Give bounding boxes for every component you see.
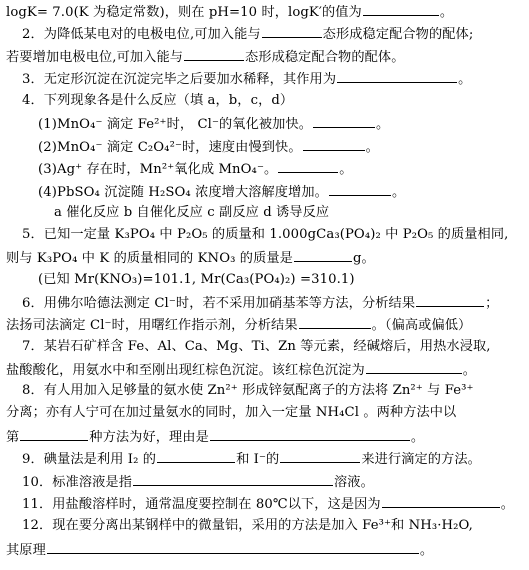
answer-blank[interactable] <box>366 360 462 374</box>
question-line <box>22 517 525 535</box>
question-line <box>6 540 525 560</box>
line-text: 。 <box>419 543 434 558</box>
question-line <box>6 2 525 22</box>
line-text: 。 <box>391 185 406 200</box>
line-text: logK= 7.0(K 为稳定常数)，则在 pH=10 时，logK′的值为 <box>6 5 362 20</box>
question-line <box>38 114 525 134</box>
line-text: 3．无定形沉淀在沉淀完毕之后要加水稀释，其作用为 <box>22 72 337 87</box>
line-text: 4．下列现象各是什么反应（填 a，b，c，d） <box>22 93 294 108</box>
answer-blank[interactable] <box>337 69 457 83</box>
line-text: 。（偏高或偏低） <box>371 318 472 333</box>
line-text: 和 I⁻的 <box>236 452 280 467</box>
line-text: 6．用佛尔哈德法测定 Cl⁻时，若不采用加硝基苯等方法，分析结果 <box>22 296 416 311</box>
question-line <box>22 382 525 400</box>
line-text: 态形成稳定配合物的配体; <box>322 27 474 42</box>
answer-blank[interactable] <box>329 182 391 196</box>
line-text: 7．某岩石矿样含 Fe、Al、Ca、Mg、Ti、Zn 等元素，经碱熔后，用热水浸取, <box>22 339 491 354</box>
question-line <box>6 427 525 447</box>
line-text: 种方法为好，理由是 <box>89 430 209 445</box>
line-text: 若要增加电极电位,可加入能与 <box>6 50 184 65</box>
answer-blank[interactable] <box>278 159 338 173</box>
line-text: 法扬司法滴定 Cl⁻时，用曙红作指示剂，分析结果 <box>6 318 298 333</box>
line-text: g。 <box>352 251 375 266</box>
answer-blank[interactable] <box>210 427 410 441</box>
line-text: (已知 Mr(KNO₃)=101.1, Mr(Ca₃(PO₄)₂) =310.1) <box>38 272 355 287</box>
answer-blank[interactable] <box>133 472 333 486</box>
answer-blank[interactable] <box>294 248 352 262</box>
line-text: 8．有人用加入足够量的氨水使 Zn²⁺ 形成锌氨配离子的方法将 Zn²⁺ 与 Fe³⁺ <box>22 383 474 398</box>
answer-blank[interactable] <box>363 2 439 16</box>
line-text: 2．为降低某电对的电极电位,可加入能与 <box>22 27 261 42</box>
question-line <box>22 24 525 44</box>
answer-blank[interactable] <box>20 427 88 441</box>
line-text: 分离；亦有人宁可在加过量氨水的同时，加入一定量 NH₄Cl 。两种方法中以 <box>6 405 457 420</box>
question-line <box>6 47 525 67</box>
answer-blank[interactable] <box>416 293 484 307</box>
answer-blank[interactable] <box>262 24 322 38</box>
line-text: a 催化反应 b 自催化反应 c 副反应 d 诱导反应 <box>54 205 330 220</box>
question-line <box>22 472 525 492</box>
answer-blank[interactable] <box>280 449 360 463</box>
question-line <box>6 404 525 422</box>
question-line <box>22 293 525 313</box>
answer-blank[interactable] <box>47 540 419 554</box>
line-text: (1)MnO₄⁻ 滴定 Fe²⁺时， Cl⁻的氧化被加快。 <box>38 117 313 132</box>
line-text: 。 <box>458 72 472 87</box>
line-text: 5．已知一定量 K₃PO₄ 中 P₂O₅ 的质量和 1.000gCa₃(PO₄)₂ 中 P₂O₅ 的质量相同, <box>22 227 509 242</box>
line-text: 。 <box>439 5 454 20</box>
line-text: 12．现在要分离出某钢样中的微量铝，采用的方法是加入 Fe³⁺和 NH₃·H₂O, <box>22 518 473 533</box>
answer-blank[interactable] <box>313 114 375 128</box>
line-text: (3)Ag⁺ 存在时，Mn²⁺氧化成 MnO₄⁻。 <box>38 162 278 177</box>
question-line <box>22 92 525 110</box>
line-text: 。 <box>462 363 477 378</box>
question-line <box>6 360 525 380</box>
line-text: 。 <box>500 497 515 512</box>
line-text: (4)PbSO₄ 沉淀随 H₂SO₄ 浓度增大溶解度增加。 <box>38 185 328 200</box>
line-text: 态形成稳定配合物的配体。 <box>245 50 405 65</box>
answer-blank[interactable] <box>382 494 500 508</box>
line-text: 溶液。 <box>334 475 374 490</box>
line-text: 。 <box>410 430 425 445</box>
question-line <box>22 494 525 514</box>
question-line <box>22 449 525 469</box>
question-line <box>6 315 525 335</box>
line-text: 则与 K₃PO₄ 中 K 的质量相同的 KNO₃ 的质量是 <box>6 251 293 266</box>
line-text: 10．标准溶液是指 <box>22 475 132 490</box>
line-text: 其原理 <box>6 543 46 558</box>
line-text: 。 <box>339 162 353 177</box>
line-text: 第 <box>6 430 20 445</box>
line-text: 9．碘量法是利用 I₂ 的 <box>22 452 157 467</box>
line-text: (2)MnO₄⁻ 滴定 C₂O₄²⁻时，速度由慢到快。 <box>38 140 302 155</box>
line-text: ； <box>485 296 499 311</box>
answer-blank[interactable] <box>184 47 244 61</box>
line-text: 11．用盐酸溶样时，通常温度要控制在 80℃以下，这是因为 <box>22 497 381 512</box>
answer-blank[interactable] <box>157 449 235 463</box>
line-text: 盐酸酸化，用氨水中和至刚出现红棕色沉淀。该红棕色沉淀为 <box>6 363 365 378</box>
line-text: 。 <box>376 117 390 132</box>
answer-blank[interactable] <box>299 315 371 329</box>
question-line <box>22 338 525 356</box>
question-line <box>38 271 525 289</box>
answer-blank[interactable] <box>303 137 365 151</box>
question-line <box>6 248 525 268</box>
question-line <box>38 137 525 157</box>
question-line <box>38 182 525 202</box>
question-line <box>38 159 525 179</box>
question-line <box>22 69 525 89</box>
question-line <box>22 226 525 244</box>
line-text: 来进行滴定的方法。 <box>361 452 481 467</box>
line-text: 。 <box>365 140 379 155</box>
question-line <box>54 204 525 222</box>
